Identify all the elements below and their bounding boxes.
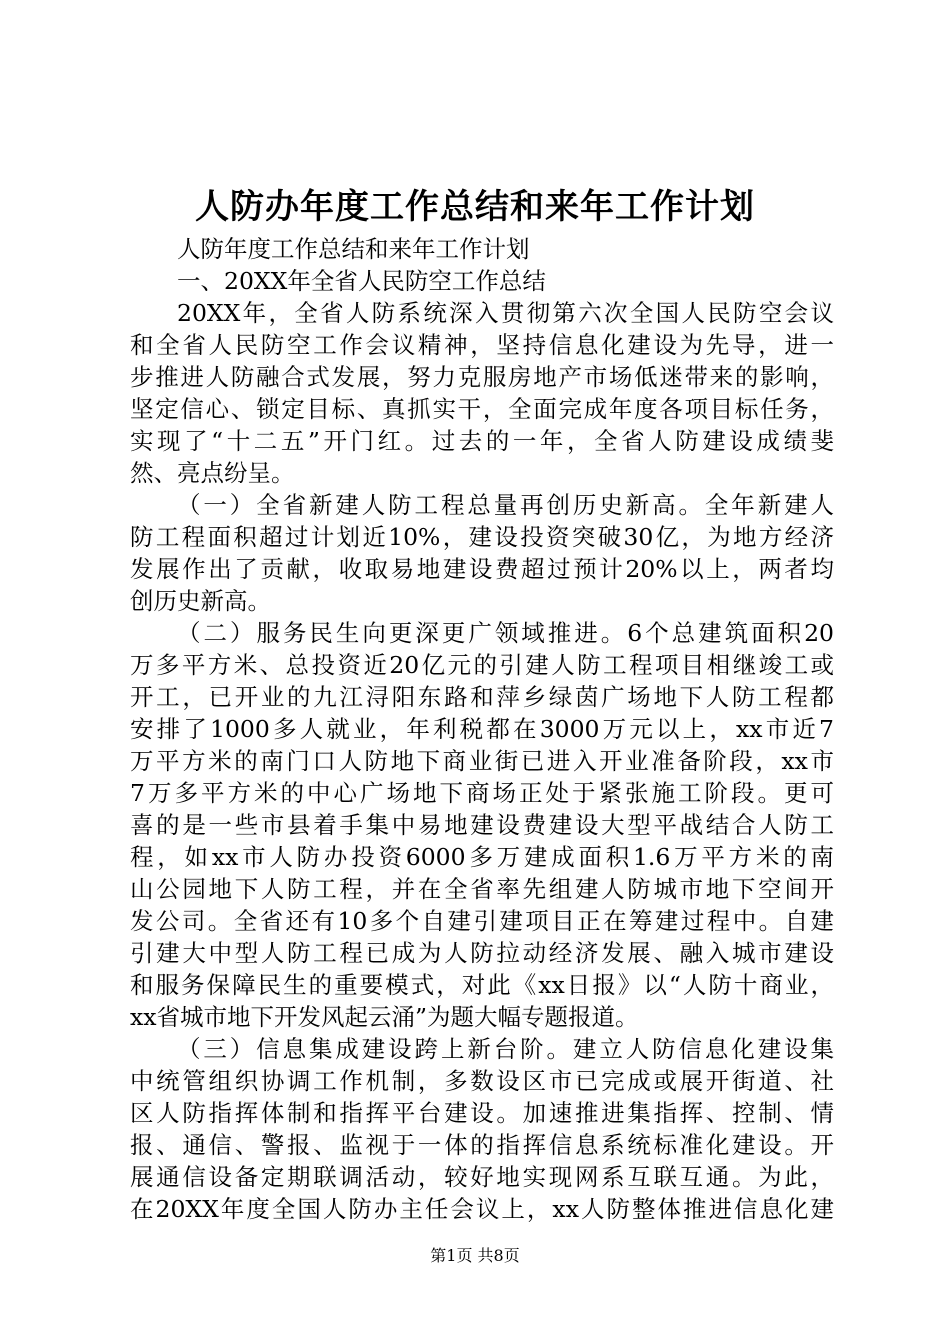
body-text-line: 20XX年，全省人防系统深入贯彻第六次全国人民防空会议	[177, 299, 834, 327]
body-text-line: 和全省人民防空工作会议精神，坚持信息化建设为先导，进一	[130, 331, 834, 359]
body-text-line: 一、20XX年全省人民防空工作总结	[177, 267, 546, 295]
body-text-line: 中统管组织协调工作机制，多数设区市已完成或展开街道、社	[130, 1067, 834, 1095]
body-text-line: 然、亮点纷呈。	[130, 459, 295, 487]
page-footer: 第1页 共8页	[430, 1246, 520, 1265]
document-title: 人防办年度工作总结和来年工作计划	[195, 187, 755, 227]
body-text-line: 安排了1000多人就业，年利税都在3000万元以上，xx市近7	[130, 715, 834, 743]
body-text-line: 实现了“十二五”开门红。过去的一年，全省人防建设成绩斐	[130, 427, 834, 455]
body-text-line: 和服务保障民生的重要模式，对此《xx日报》以“人防十商业，	[130, 971, 834, 999]
body-text-line: 防工程面积超过计划近10%，建设投资突破30亿，为地方经济	[130, 523, 834, 551]
body-text-line: 在20XX年度全国人防办主任会议上，xx人防整体推进信息化建	[130, 1195, 834, 1223]
body-text-line: 坚定信心、锁定目标、真抓实干，全面完成年度各项目标任务，	[130, 395, 834, 423]
body-text-line: 创历史新高。	[130, 587, 271, 615]
body-text-line: 展通信设备定期联调活动，较好地实现网系互联互通。为此，	[130, 1163, 834, 1191]
body-text-line: （二）服务民生向更深更广领域推进。6个总建筑面积20	[177, 619, 834, 647]
body-text-line: 7万多平方米的中心广场地下商场正处于紧张施工阶段。更可	[130, 779, 834, 807]
body-text-line: 万多平方米、总投资近20亿元的引建人防工程项目相继竣工或	[130, 651, 834, 679]
body-text-line: 山公园地下人防工程，并在全省率先组建人防城市地下空间开	[130, 875, 834, 903]
body-text-line: 步推进人防融合式发展，努力克服房地产市场低迷带来的影响，	[130, 363, 834, 391]
body-text-line: 人防年度工作总结和来年工作计划	[177, 235, 530, 263]
body-text-line: 开工，已开业的九江浔阳东路和萍乡绿茵广场地下人防工程都	[130, 683, 834, 711]
body-text-line: 区人防指挥体制和指挥平台建设。加速推进集指挥、控制、情	[130, 1099, 834, 1127]
body-text-line: 发公司。全省还有10多个自建引建项目正在筹建过程中。自建	[130, 907, 834, 935]
body-text-line: 发展作出了贡献，收取易地建设费超过预计20%以上，两者均	[130, 555, 834, 583]
body-text-line: （一）全省新建人防工程总量再创历史新高。全年新建人	[177, 491, 834, 519]
body-text-line: 报、通信、警报、监视于一体的指挥信息系统标准化建设。开	[130, 1131, 834, 1159]
body-text-line: xx省城市地下开发风起云涌”为题大幅专题报道。	[130, 1003, 639, 1031]
body-text-line: 喜的是一些市县着手集中易地建设费建设大型平战结合人防工	[130, 811, 834, 839]
body-text-line: （三）信息集成建设跨上新台阶。建立人防信息化建设集	[177, 1035, 834, 1063]
body-text-line: 万平方米的南门口人防地下商业街已进入开业准备阶段，xx市	[130, 747, 834, 775]
body-text-line: 引建大中型人防工程已成为人防拉动经济发展、融入城市建设	[130, 939, 834, 967]
body-text-line: 程，如xx市人防办投资6000多万建成面积1.6万平方米的南	[130, 843, 834, 871]
document-body	[130, 233, 834, 1225]
